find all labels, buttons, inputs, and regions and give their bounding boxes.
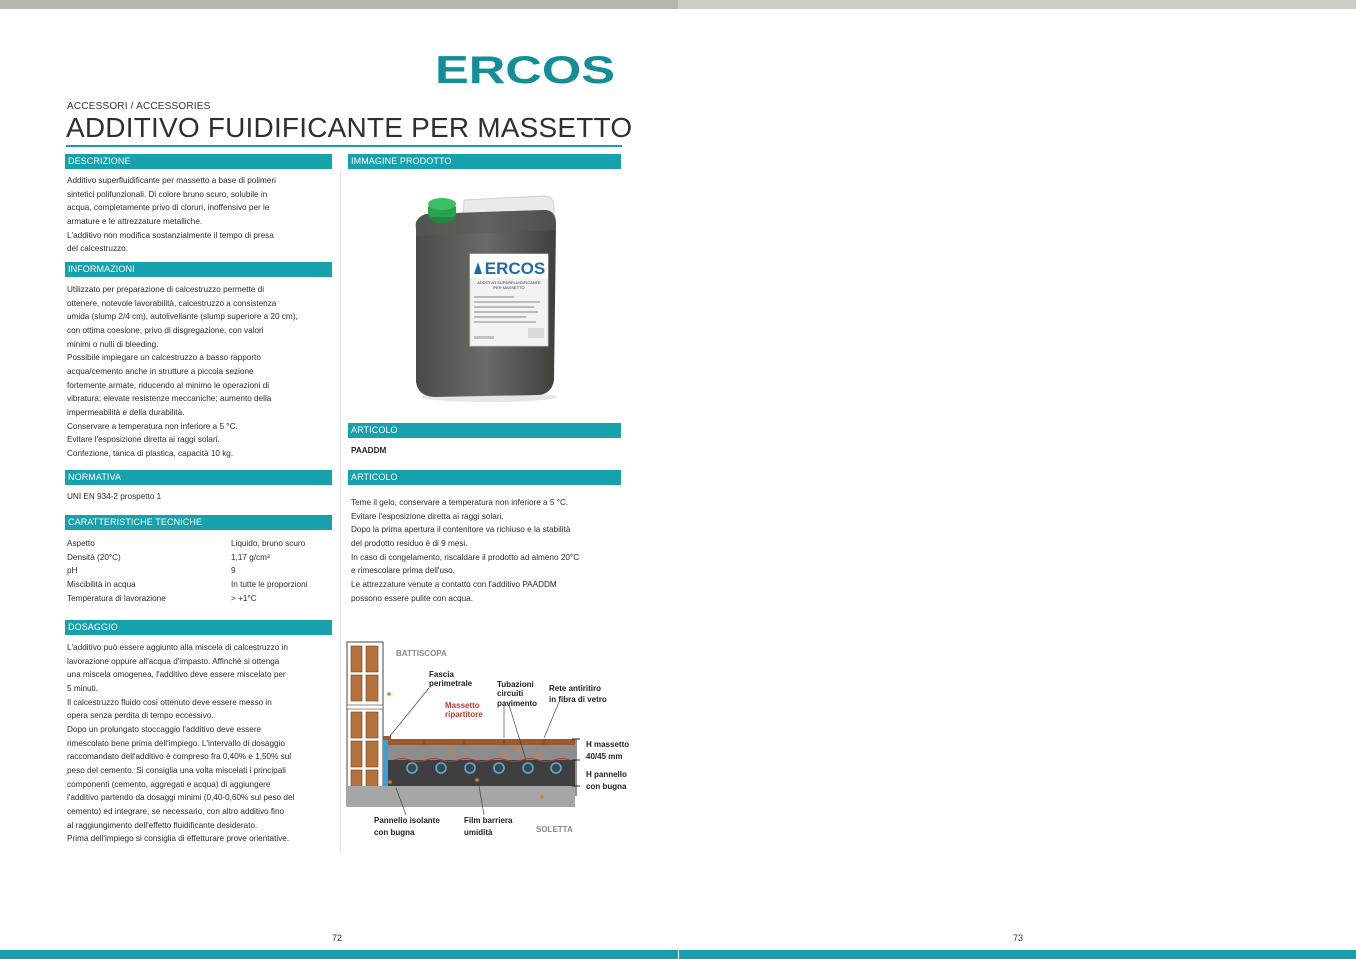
info-line: impermeabilità e della durabilità. bbox=[67, 407, 185, 417]
spec-key: Aspetto bbox=[67, 539, 95, 548]
bottom-bar-left bbox=[0, 950, 678, 959]
spec-value: In tutte le proporzioni bbox=[231, 580, 308, 590]
spec-row bbox=[67, 551, 331, 565]
page-title: ADDITIVO FUIDIFICANTE PER MASSETTO bbox=[66, 112, 633, 143]
spec-value: 1,17 g/cm³ bbox=[231, 552, 270, 562]
product-image bbox=[404, 190, 564, 405]
label-massetto-1: Massetto bbox=[445, 701, 480, 710]
normativa-text bbox=[67, 490, 335, 504]
desc-line: L'additivo non modifica sostanzialmente il tempo di presa bbox=[67, 230, 274, 240]
desc-line: sintetici polifunzionali. Di colore bruno scuro, solubile in bbox=[67, 189, 268, 199]
informazioni-text bbox=[67, 283, 337, 461]
spec-value: Liquido, bruno scuro bbox=[231, 539, 306, 548]
ercos-logo bbox=[434, 52, 616, 86]
spec-row bbox=[67, 537, 331, 551]
articolo2-text bbox=[351, 496, 626, 605]
dos-line: l'additivo partendo da dosaggi minimi (0,40-0,60% sul peso del bbox=[67, 793, 295, 803]
label-film-1: Film barriera bbox=[464, 816, 513, 825]
label-hmassetto-2: 40/45 mm bbox=[586, 752, 623, 761]
floor-section-diagram bbox=[344, 640, 636, 840]
label-hpannello-2: con bugna bbox=[586, 782, 627, 791]
info-line: vibratura; elevate resistenze meccaniche; aumento della bbox=[67, 394, 272, 404]
info-line: fortemente armate, riducendo al minimo le operazioni di bbox=[67, 380, 270, 390]
dos-line: componenti (cemento, aggregati e acqua) di aggiungere bbox=[67, 779, 271, 789]
descrizione-text bbox=[67, 174, 335, 256]
dos-line: raccomandato dell'additivo è compreso fra 0,40% e 1,50% sul bbox=[67, 752, 292, 762]
art2-line: e rimescolare prima dell'uso. bbox=[351, 566, 455, 576]
dosaggio-text bbox=[67, 641, 337, 846]
art2-line: possono essere pulite con acqua. bbox=[351, 593, 473, 603]
desc-line: acqua, completamente privo di cloruri, inoffensivo per le bbox=[67, 203, 270, 213]
label-tubazioni-2: circuiti bbox=[497, 689, 524, 698]
desc-line: del calcestruzzo. bbox=[67, 244, 128, 254]
page-number-right: 73 bbox=[1013, 933, 1024, 943]
articolo2-header: ARTICOLO bbox=[348, 470, 621, 485]
label-hmassetto-1: H massetto bbox=[586, 740, 630, 749]
art2-line: Dopo la prima apertura il contenitore va richiuso e la stabilità bbox=[351, 525, 571, 535]
art2-line: del prodotto residuo è di 9 mesi. bbox=[351, 538, 468, 548]
title-underline bbox=[66, 145, 622, 147]
dos-line: al raggiungimento dell'effetto fluidificante desiderato. bbox=[67, 820, 258, 830]
articolo-header: ARTICOLO bbox=[348, 423, 621, 438]
dos-line: opera senza perdita di tempo eccessivo. bbox=[67, 711, 214, 721]
dos-line: peso del cemento. Si consiglia una volta miscelati i principali bbox=[67, 765, 286, 775]
label-rete-2: in fibra di vetro bbox=[549, 695, 607, 704]
dos-line: Prima dell'impiego si consiglia di effetturare prove orientative. bbox=[67, 834, 290, 844]
dos-line: cemento) ed integrare, se necessario, con altro additivo fino bbox=[67, 806, 285, 816]
info-line: con ottima coesione, privo di disgregazione, con valori bbox=[67, 325, 264, 335]
spec-value: > +1°C bbox=[231, 593, 257, 603]
label-soletta: SOLETTA bbox=[536, 825, 573, 834]
caratteristiche-table bbox=[67, 537, 331, 606]
column-divider bbox=[340, 172, 341, 852]
spec-key: pH bbox=[67, 566, 78, 576]
desc-line: armature e le attrezzature metalliche. bbox=[67, 216, 203, 226]
label-pannello-1: Pannello isolante bbox=[374, 816, 440, 825]
dos-line: rimescolato bene prima dell'impiego. L'intervallo di dosaggio bbox=[67, 738, 285, 748]
norm-line: UNI EN 934-2 prospetto 1 bbox=[67, 492, 162, 501]
label-tubazioni-1: Tubazioni bbox=[497, 680, 534, 689]
dos-line: L'additivo può essere aggiunto alla miscela di calcestruzzo in bbox=[67, 643, 288, 652]
spec-row bbox=[67, 578, 331, 592]
label-pannello-2: con bugna bbox=[374, 828, 415, 837]
caratteristiche-header: CARATTERISTICHE TECNICHE bbox=[65, 515, 332, 530]
informazioni-header: INFORMAZIONI bbox=[65, 262, 332, 277]
info-line: Conservare a temperatura non inferiore a 5 °C. bbox=[67, 421, 238, 431]
info-line: Confezione, tanica di plastica, capacità 10 kg. bbox=[67, 448, 234, 458]
articolo-code: PAADDM bbox=[351, 446, 387, 455]
label-hpannello-1: H pannello bbox=[586, 770, 627, 779]
label-battiscopa: BATTISCOPA bbox=[396, 649, 447, 658]
dos-line: Dopo un prolungato stoccaggio l'additivo deve essere bbox=[67, 724, 262, 734]
label-tubazioni-3: pavimento bbox=[497, 699, 538, 708]
product-label-brand: ERCOS bbox=[484, 259, 546, 278]
label-fascia-1: Fascia bbox=[429, 670, 454, 679]
desc-line: Additivo superfluidificante per massetto a base di polimeri bbox=[67, 176, 276, 185]
bottom-bar-right bbox=[679, 950, 1356, 959]
product-label-line2: PER MASSETTO bbox=[493, 285, 525, 290]
label-massetto-2: ripartitore bbox=[445, 710, 483, 719]
spec-row bbox=[67, 592, 331, 606]
dos-line: una miscela omogenea, l'additivo deve essere miscelato per bbox=[67, 670, 286, 680]
label-film-2: umidità bbox=[464, 828, 493, 837]
dos-line: Il calcestruzzo fluido così ottenuto deve essere messo in bbox=[67, 697, 272, 707]
info-line: ottenere, notevole lavorabilità, calcestruzzo a consistenza bbox=[67, 298, 277, 308]
info-line: Possibile impiegare un calcestruzzo a basso rapporto bbox=[67, 353, 261, 363]
art2-line: Teme il gelo, conservare a temperatura non inferiore a 5 °C. bbox=[351, 498, 569, 507]
dos-line: lavorazione oppure all'acqua d'impasto. Affinchè si ottenga bbox=[67, 656, 280, 666]
top-bar-right bbox=[678, 0, 1356, 9]
svg-text:ERCOS: ERCOS bbox=[435, 52, 615, 86]
info-line: acqua/cemento anche in strutture a piccola sezione bbox=[67, 366, 254, 376]
category-label: ACCESSORI / ACCESSORIES bbox=[67, 101, 211, 112]
spec-value: 9 bbox=[231, 566, 236, 576]
normativa-header: NORMATIVA bbox=[65, 470, 332, 485]
immagine-header: IMMAGINE PRODOTTO bbox=[348, 154, 621, 169]
art2-line: In caso di congelamento, riscaldare il prodotto ad almeno 20°C bbox=[351, 552, 580, 562]
product-label-line1: ADDITIVO SUPERFLUIDIFICANTE bbox=[477, 280, 541, 285]
top-bar-left bbox=[0, 0, 678, 9]
spec-key: Temperatura di lavorazione bbox=[67, 593, 166, 603]
info-line: umida (slump 2/4 cm), autolivellante (slump superiore a 20 cm), bbox=[67, 312, 298, 322]
info-line: Evitare l'esposizione diretta ai raggi solari. bbox=[67, 435, 220, 445]
spec-key: Densità (20°C) bbox=[67, 552, 121, 562]
art2-line: Le attrezzature venute a contatto con l'additivo PAADDM bbox=[351, 579, 557, 589]
label-rete-1: Rete antiritiro bbox=[549, 684, 602, 693]
dos-line: 5 minuti. bbox=[67, 683, 98, 693]
label-fascia-2: perimetrale bbox=[429, 679, 473, 688]
page-number-left: 72 bbox=[332, 933, 343, 943]
spec-row bbox=[67, 564, 331, 578]
info-line: Utilizzato per preparazione di calcestruzzo permette di bbox=[67, 285, 265, 294]
spec-key: Miscibilità in acqua bbox=[67, 580, 136, 590]
descrizione-header: DESCRIZIONE bbox=[65, 154, 332, 169]
dosaggio-header: DOSAGGIO bbox=[65, 620, 332, 635]
art2-line: Evitare l'esposizione diretta ai raggi solari. bbox=[351, 511, 504, 521]
info-line: minimi o nulli di bleeding. bbox=[67, 339, 159, 349]
